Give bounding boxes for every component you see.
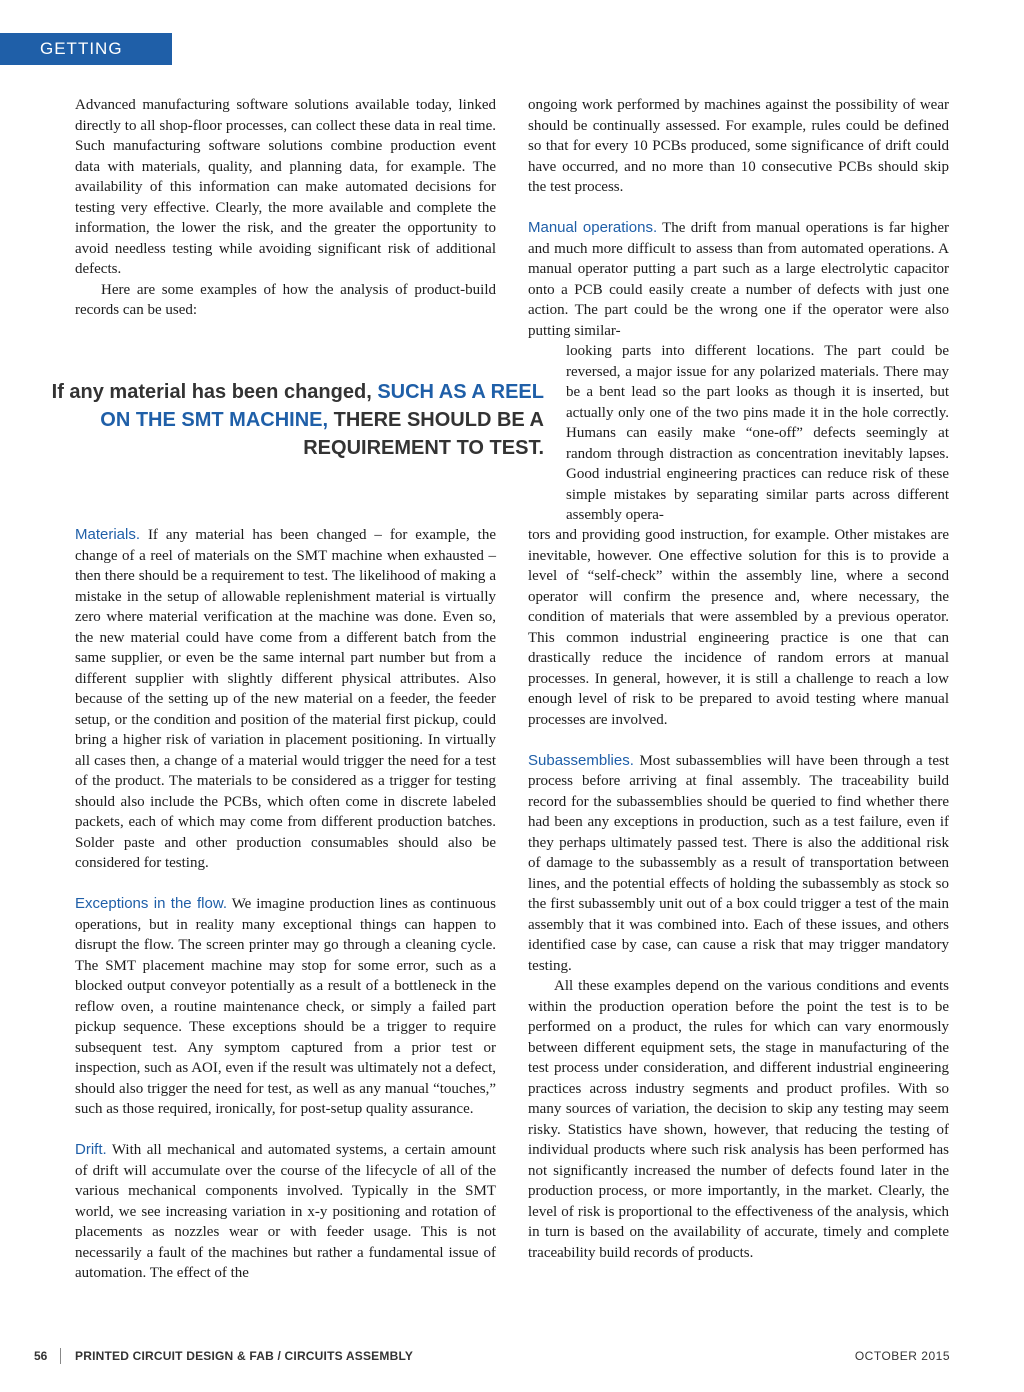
exceptions-heading: Exceptions in the flow. — [75, 895, 228, 912]
publication-name: PRINTED CIRCUIT DESIGN & FAB / CIRCUITS ASSEMBLY — [75, 1349, 414, 1363]
footer-divider — [60, 1348, 61, 1364]
column-1-body — [75, 525, 496, 1284]
column-2-body — [528, 525, 949, 1263]
column-2-top — [528, 95, 949, 341]
column-1-intro — [75, 95, 496, 321]
issue-date: OCTOBER 2015 — [854, 1349, 950, 1363]
materials-paragraph — [75, 525, 496, 874]
page-number: 56 — [34, 1349, 48, 1363]
subassemblies-paragraph — [528, 751, 949, 977]
materials-heading: Materials. — [75, 526, 141, 543]
exceptions-paragraph — [75, 894, 496, 1120]
pull-quote-part-1: If any material has been changed, — [51, 381, 372, 403]
drift-text: With all mechanical and automated systems, a certain amount of drift will accumulate over the course of the lifecycle of all of the various mechanical components involved. Typically in the SMT world, we see increasing variation in x-y positioning and rotation of placements as nozzles wear or with feeder usage. This is not necessarily a fault of the machines but rather a fundamental issue of automation. The effect of the — [75, 1142, 496, 1281]
pull-quote — [40, 378, 544, 462]
drift-heading: Drift. — [75, 1141, 107, 1158]
manual-text-a: The drift from manual operations is far higher and much more difficult to assess than from automated operations. A manual operator putting a part such as a large electrolytic capacitor onto a PCB could easily create a number of defects with just one action. The part could be the wrong one if the operator were also putting similar- — [528, 220, 949, 339]
page-footer — [34, 1347, 950, 1365]
pull-quote-part-2: SUCH AS A REEL ON THE SMT MACHINE, — [100, 381, 544, 431]
manual-heading: Manual operations. — [528, 219, 658, 236]
pull-quote-part-3: THERE SHOULD BE A REQUIREMENT TO TEST. — [303, 409, 544, 459]
drift-continued: ongoing work performed by machines against the possibility of wear should be continually assessed. For example, rules could be defined so that for every 10 PCBs produced, some significance of drift could have occurred, and no more than 10 consecutive PCBs should skip the test process. — [528, 97, 949, 195]
manual-text-c: tors and providing good instruction, for example. Other mistakes are inevitable, however. One effective solution for this is to provide a level of “self-check” within the assembly line, where a second operator will confirm the presence and, where necessary, the condition of materials that were assembled by a previous operator. This common industrial engineering practice is one that can drastically reduce the incidence of random errors at manual processes. In general, however, it is still a challenge to reach a low enough level of risk to be prepared to avoid testing where manual processes are involved. — [528, 527, 949, 728]
subassemblies-heading: Subassemblies. — [528, 751, 634, 769]
section-tab: GETTING LEAN — [0, 33, 172, 65]
intro-paragraph: Advanced manufacturing software solutions available today, linked directly to all shop-floor processes, can collect these data in real time. Such manufacturing software solutions combine production event data with materials, quality, and planning data, for example. The availability of this information can make automated decisions for testing very effective. Clearly, the more available and complete the information, the lower the risk, and the greater the opportunity to avoid needless testing while avoiding significant risk of additional defects. — [75, 97, 496, 277]
intro-paragraph-2: Here are some examples of how the analysis of product-build records can be used: — [75, 281, 496, 318]
manual-text-b: looking parts into different locations. The part could be reversed, a major issue for any polarized materials. There may be a bent lead so the part looks as though it is inserted, but actually only one of the two pins made it in the hole correctly. Humans can easily make “one-off” defects seemingly at random through distraction as concentration inevitably lapses. Good industrial engineering practices can reduce risk of these simple mistakes by separating similar parts across different assembly opera- — [566, 343, 949, 523]
column-2-wrap — [566, 341, 949, 526]
subassemblies-text: Most subassemblies will have been through a test process before arriving at final assembly. The traceability build record for the subassemblies should be queried to find whether there had been any exceptions in production, such as a test failure, even if they perhaps ultimately passed test. There is also the additional risk of damage to the subassembly as a result of transportation between lines, and the potential effects of holding the subassembly as stock so the first subassembly unit out of a box could trigger a test of the main assembly that it was combined into. Each of these issues, and others identified case by case, can cause a risk that may trigger mandatory testing. — [528, 752, 949, 974]
drift-paragraph — [75, 1140, 496, 1284]
materials-text: If any material has been changed – for example, the change of a reel of materials on the SMT machine when exhausted – then there should be a requirement to test. The likelihood of making a mistake in the setup of allowable replenishment material is virtually zero where material verification at the machine was done. Even so, the new material could have come from a different batch from the same supplier, or even be the same internal part number but from a different supplier with slightly different physical attributes. Also because of the setting up of the new material on a feeder, the feeder setup, or the condition and position of the material first pickup, could bring a higher risk of variation in placement positioning. In virtually all cases then, a change of a material would trigger the need for a test of the product. The materials to be considered as a trigger for testing should also include the PCBs, which often come in discrete labeled packets, each of which may come from different production batches. Solder paste and other production consumables should also be considered for testing. — [75, 527, 496, 871]
manual-paragraph-a — [528, 218, 949, 341]
closing-paragraph: All these examples depend on the various conditions and events within the production operation before the point the test is to be performed on a product, the rules for which can vary enormously between different equipment sets, the stage in manufacturing of the test process under consideration, and different industrial engineering practices across industry segments and product profiles. With so many sources of variation, the decision to skip any testing may seem risky. Statistics have shown, however, that reducing the testing of individual products where such risk analysis has been performed has not significantly increased the number of defects found later in the production process, or more importantly, in the market. Clearly, the level of risk is proportional to the effectiveness of the analysis, which in turn is based on the availability of accurate, timely and complete traceability build records of products. — [528, 978, 949, 1261]
exceptions-text: We imagine production lines as continuous operations, but in reality many exceptional things can happen to disrupt the flow. The screen printer may go through a cleaning cycle. The SMT placement machine may stop for some error, such as a blocked output conveyor potentially as a result of a bottleneck in the reflow oven, a routine maintenance check, or simply a failed part pickup sequence. These exceptions should be a trigger to require subsequent test. Any symptom captured from a prior test or inspection, such as AOI, even if the result was ultimately not a defect, should also trigger the need for test, as well as any manual “touches,” such as those required, ironically, for post-setup quality assurance. — [75, 896, 497, 1117]
